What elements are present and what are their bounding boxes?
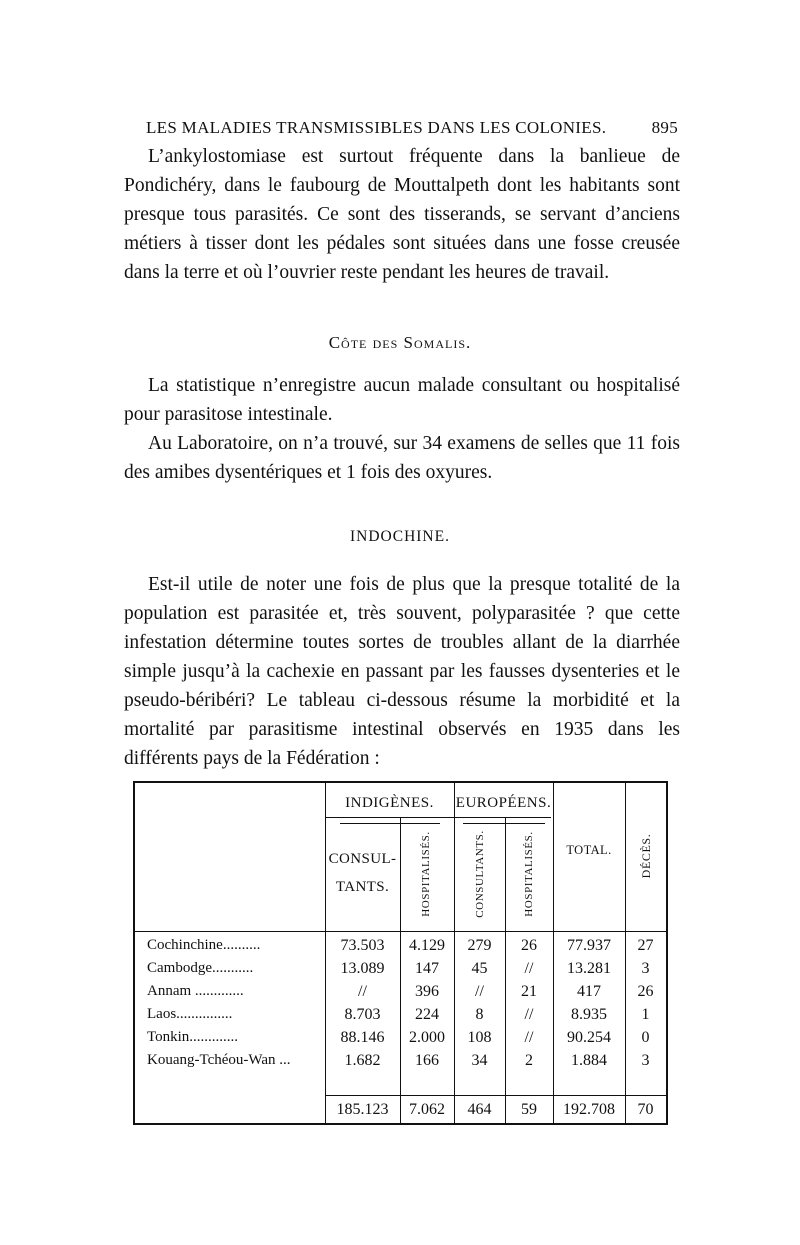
table-cell-eu-cons: 34 xyxy=(471,1052,488,1069)
header-consultants: CONSULTANTS. xyxy=(474,830,486,918)
table-cell-eu-cons: 45 xyxy=(471,960,488,977)
table-row-label: Annam ............. xyxy=(147,983,244,999)
table-cell-deces: 26 xyxy=(637,983,654,1000)
table-cell-ind-cons: 88.146 xyxy=(340,1029,385,1046)
table-cell-eu-hosp: 2 xyxy=(525,1052,533,1069)
header-consul: CONSUL- xyxy=(328,851,397,867)
paragraph-ankylostomiase: L’ankylostomiase est surtout fréquente dans la banlieue de Pondichéry, dans le faubourg de Mouttalpeth dont les habitants sont presque tous parasités. Ce sont des tisserands, se servant d’anciens métiers à tisser dont les pédales sont situées dans une fosse creusée dans la terre et où l’ouvrier reste pendant les heures de travail. xyxy=(124,146,680,283)
paragraph-statistique: La statistique n’enregistre aucun malade consultant ou hospitalisé pour parasitose intestinale. xyxy=(124,375,680,425)
table-cell-deces: 0 xyxy=(641,1029,650,1046)
table-totals-rule xyxy=(325,1095,666,1096)
table-cell-deces: 3 xyxy=(641,960,650,977)
table-cell-ind-cons: 8.703 xyxy=(344,1006,381,1023)
page-number: 895 xyxy=(651,118,678,137)
table-cell-total: 8.935 xyxy=(571,1006,607,1023)
header-hospitalises: HOSPITALISÉS. xyxy=(420,831,432,917)
table-cell-eu-cons: // xyxy=(475,983,484,1000)
table-cell-deces: 1 xyxy=(641,1006,650,1023)
header-hospitalises-europeens: HOSPITALISÉS. xyxy=(523,831,535,917)
header-indigenes: INDIGÈNES. xyxy=(345,795,434,811)
table-row-label: Tonkin............. xyxy=(147,1029,239,1045)
table-row-label: Kouang-Tchéou-Wan ... xyxy=(147,1052,291,1068)
table-cell-deces: 27 xyxy=(637,937,654,954)
header-total: TOTAL. xyxy=(566,843,612,857)
table-cell-eu-cons: 279 xyxy=(467,937,492,954)
header-deces: DÉCÈS. xyxy=(639,833,653,879)
table-row-label: Cochinchine.......... xyxy=(147,937,261,953)
table-cell-total: 13.281 xyxy=(567,960,611,977)
header-europeens: EUROPÉENS. xyxy=(455,795,552,811)
table-cell-ind-cons: 1.682 xyxy=(344,1052,381,1069)
table-cell-eu-hosp: 26 xyxy=(521,937,537,954)
table-cell-total: 1.884 xyxy=(571,1052,607,1069)
table-total-ind-hosp: 7.062 xyxy=(409,1101,445,1118)
table-cell-eu-cons: 108 xyxy=(467,1029,492,1046)
table-cell-ind-hosp: 2.000 xyxy=(409,1029,445,1046)
table-row-label: Cambodge........... xyxy=(147,960,254,976)
paragraph-laboratoire: Au Laboratoire, on n’a trouvé, sur 34 examens de selles que 11 fois des amibes dysentériques et 1 fois des oxyures. xyxy=(124,433,680,483)
table-total-eu-hosp: 59 xyxy=(521,1101,537,1118)
table-cell-ind-hosp: 224 xyxy=(415,1006,439,1023)
table-cell-deces: 3 xyxy=(641,1052,650,1069)
table-cell-eu-hosp: // xyxy=(524,960,534,977)
table-total-total: 192.708 xyxy=(563,1101,615,1118)
table-total-ind-cons: 185.123 xyxy=(336,1101,389,1118)
table-cell-ind-hosp: 396 xyxy=(415,983,439,1000)
table-header-rule xyxy=(135,931,666,932)
table-cell-eu-cons: 8 xyxy=(475,1006,484,1023)
table-cell-ind-cons: 73.503 xyxy=(340,937,385,954)
table-cell-ind-hosp: 166 xyxy=(415,1052,439,1069)
morbidity-table xyxy=(133,781,668,1125)
table-cell-eu-hosp: 21 xyxy=(521,983,537,1000)
table-cell-ind-cons: // xyxy=(358,983,367,1000)
table-cell-ind-hosp: 4.129 xyxy=(409,937,445,954)
table-row-label: Laos............... xyxy=(147,1006,233,1022)
table-group-underline xyxy=(325,817,551,818)
table-cell-ind-cons: 13.089 xyxy=(340,960,385,977)
table-cell-total: 417 xyxy=(577,983,601,1000)
table-cell-eu-hosp: // xyxy=(524,1029,534,1046)
table-cell-eu-hosp: // xyxy=(524,1006,534,1023)
heading-indochine: INDOCHINE. xyxy=(350,528,450,545)
running-head-title: LES MALADIES TRANSMISSIBLES DANS LES COLONIES. xyxy=(146,118,607,137)
table-total-deces: 70 xyxy=(637,1101,654,1118)
table-cell-total: 77.937 xyxy=(567,937,611,954)
header-tants: TANTS. xyxy=(335,879,390,895)
paragraph-est-il-utile: Est-il utile de noter une fois de plus que la presque totalité de la population est parasitée et, très souvent, polyparasitée ? que cette infestation détermine toutes sortes de troubles allant de la diarrhée simple jusqu’à la cachexie en passant par les fausses dysenteries et le pseudo-béribéri? Le tableau ci-dessous résume la morbidité et la mortalité par parasitisme intestinal observés en 1935 dans les différents pays de la Fédération : xyxy=(124,574,680,769)
table-total-eu-cons: 464 xyxy=(467,1101,492,1118)
table-cell-ind-hosp: 147 xyxy=(415,960,439,977)
heading-cote-des-somalis: Côte des Somalis. xyxy=(328,333,472,352)
table-cell-total: 90.254 xyxy=(567,1029,611,1046)
